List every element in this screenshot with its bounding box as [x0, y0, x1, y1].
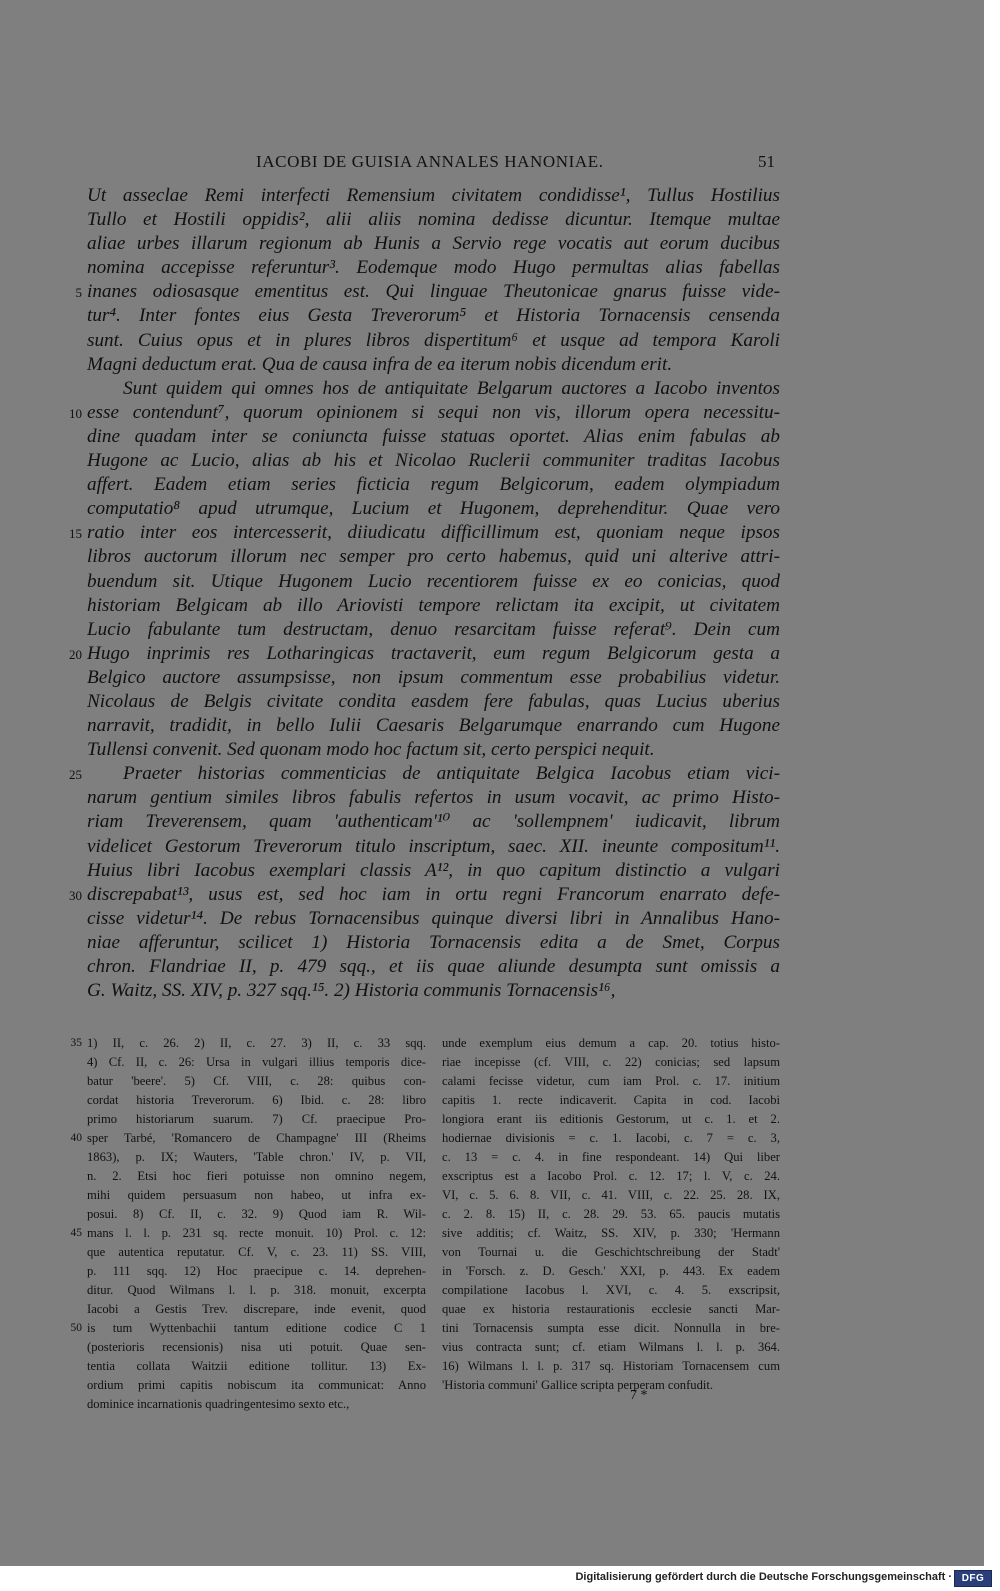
line-number: 20: [69, 646, 82, 662]
text-line: G. Waitz, SS. XIV, p. 327 sqq.¹⁵. 2) Historia communis Tornacensis¹⁶,: [87, 980, 616, 1002]
footnote-line: unde exemplum eius demum a cap. 20. totius histo-: [442, 1036, 780, 1050]
text-line: narum gentium similes libros fabulis refertos in usum vocavit, ac primo Histo-: [87, 787, 780, 809]
text-line: historiam Belgicam ab illo Ariovisti tempore relictam ita excipit, ut civitatem: [87, 594, 780, 616]
signature-mark: 7 *: [630, 1388, 648, 1403]
line-number: 25: [69, 767, 82, 783]
text-line: Ut asseclae Remi interfecti Remensium civitatem condidisse¹, Tullus Hostilius: [87, 185, 780, 206]
text-line: Hugo inprimis res Lotharingicas tractaverit, eum regum Belgicorum gesta a: [87, 642, 780, 664]
line-number: 30: [69, 887, 82, 903]
footnote-line: batur 'beere'. 5) Cf. VIII, c. 28: quibus con-: [87, 1074, 426, 1088]
footnote-line: sive additis; cf. Waitz, SS. XIV, p. 330; 'Hermann: [442, 1226, 780, 1240]
text-line: aliae urbes illarum regionum ab Hunis a Servio rege vocatis aut eorum ducibus: [87, 233, 780, 255]
text-line: Praeter historias commenticias de antiquitate Belgica Iacobus etiam vici-: [123, 763, 780, 785]
line-number: 5: [75, 285, 82, 301]
footer-bar: [0, 1566, 1000, 1591]
text-line: tur⁴. Inter fontes eius Gesta Treverorum⁵ et Historia Tornacensis censenda: [87, 305, 780, 327]
footnote-line: riae incepisse (cf. VIII, c. 22) conicias; sed lapsum: [442, 1055, 780, 1069]
footnote-line: mans l. l. p. 231 sq. recte monuit. 10) Prol. c. 12:: [87, 1226, 426, 1240]
text-line: narravit, tradidit, in bello Iulii Caesaris Belgarumque enarrando cum Hugone: [87, 715, 780, 737]
text-line: Tullo et Hostili oppidis², alii aliis nomina dedisse dicuntur. Itemque multae: [87, 209, 780, 231]
line-number: 45: [70, 1227, 82, 1239]
footnote-line: is tum Wyttenbachii tantum editione codice C 1: [87, 1321, 426, 1335]
text-line: Magni deductum erat. Qua de causa infra de ea iterum nobis dicendum erit.: [87, 353, 673, 375]
footnote-line: que autentica reputatur. Cf. V, c. 23. 11) SS. VIII,: [87, 1245, 426, 1259]
footnote-line: tentia collata Waitzii editione tollitur. 13) Ex-: [87, 1359, 426, 1373]
text-line: inanes odiosasque ementitus est. Qui linguae Theutonicae gnarus fuisse vide-: [87, 281, 780, 303]
footnote-line: exscriptus est a Iacobo Prol. c. 12. 17; l. V, c. 24.: [442, 1169, 780, 1183]
text-line: esse contendunt⁷, quorum opinionem si sequi non vis, illorum opera necessitu-: [87, 401, 780, 423]
footnote-line: p. 111 sqq. 12) Hoc praecipue c. 14. deprehen-: [87, 1264, 426, 1278]
text-line: Hugone ac Lucio, alias ab his et Nicolao Ruclerii communiter traditas Iacobus: [87, 450, 780, 472]
text-line: libros auctorum illorum nec semper pro certo habemus, quid uni alterive attri-: [87, 546, 780, 568]
text-line: Nicolaus de Belgis civitate condita easdem fere fabulas, quas Lucius uberius: [87, 690, 780, 712]
line-number: 40: [70, 1132, 82, 1144]
footnote-line: vius contracta sunt; cf. etiam Wilmans l. l. p. 364.: [442, 1340, 780, 1354]
text-line: dine quadam inter se coniuncta fuisse statuas oportet. Alias enim fabulas ab: [87, 425, 780, 447]
text-line: Tullensi convenit. Sed quonam modo hoc factum sit, certo perspici nequit.: [87, 739, 655, 761]
footnote-column-right: [442, 1034, 780, 1395]
footnote-line: capitis 1. recte indicaverit. Capita in cod. Iacobi: [442, 1093, 780, 1107]
footnote-line: 'Historia communi' Gallice scripta perperam confudit.: [442, 1378, 714, 1392]
page-header: [0, 152, 984, 178]
footnote-line: 4) Cf. II, c. 26: Ursa in vulgari illius temporis dice-: [87, 1055, 426, 1069]
footnote-line: hodiernae divisionis = c. 1. Iacobi, c. 7 = c. 3,: [442, 1131, 780, 1145]
text-line: Lucio fabulante tum destructam, denuo resarcitam fuisse referat⁹. Dein cum: [87, 618, 780, 640]
text-line: sunt. Cuius opus et in plures libros dispertitum⁶ et usque ad tempora Karoli: [87, 329, 780, 351]
footnote-line: dominice incarnationis quadringentesimo sexto etc.,: [87, 1397, 350, 1411]
text-line: videlicet Gestorum Treverorum titulo inscriptum, saec. XII. ineunte compositum¹¹.: [87, 835, 780, 857]
footnote-line: (posterioris recensionis) nisa uti potuit. Quae sen-: [87, 1340, 426, 1354]
running-head: IACOBI DE GUISIA ANNALES HANONIAE.: [256, 152, 604, 171]
dfg-logo-icon: DFG: [954, 1570, 992, 1587]
footnote-line: calami fecisse videtur, cum iam Prol. c. 17. initium: [442, 1074, 780, 1088]
footnote-line: Iacobi a Gestis Trev. discrepare, inde evenit, quod: [87, 1302, 426, 1316]
footnote-line: tini Tornacensis sumpta esse dicit. Nonnulla in bre-: [442, 1321, 780, 1335]
footnote-line: compilatione Iacobus l. XVI, c. 4. 5. exscripsit,: [442, 1283, 780, 1297]
footnote-line: primo historiarum suarum. 7) Cf. praecipue Pro-: [87, 1112, 426, 1126]
footnote-line: in 'Forsch. z. D. Gesch.' XXI, p. 443. Ex eadem: [442, 1264, 780, 1278]
footnote-line: ordium primi capitis nobiscum ita communicat: Anno: [87, 1378, 426, 1392]
footnote-line: cordat historia Treverorum. 6) Ibid. c. 28: libro: [87, 1093, 426, 1107]
text-line: Belgico auctore assumpsisse, non ipsum commentum esse probabilius videtur.: [87, 666, 780, 688]
footnote-line: c. 13 = c. 4. in fine respondeant. 14) Qui liber: [442, 1150, 780, 1164]
text-line: Sunt quidem qui omnes hos de antiquitate Belgarum auctores a Iacobo inventos: [123, 377, 780, 399]
funding-credit: Digitalisierung gefördert durch die Deutsche Forschungsgemeinschaft ·: [575, 1571, 952, 1583]
footnote-line: sper Tarbé, 'Romancero de Champagne' III (Rheims: [87, 1131, 426, 1145]
text-line: Huius libri Iacobus exemplari classis A¹², in quo capitum distinctio a vulgari: [87, 859, 780, 881]
text-line: niae afferuntur, scilicet 1) Historia Tornacensis edita a de Smet, Corpus: [87, 931, 780, 953]
footnote-line: longiora erant iis editionis Gestorum, ut c. 1. et 2.: [442, 1112, 780, 1126]
footnote-line: quae ex historia restaurationis ecclesie sancti Mar-: [442, 1302, 780, 1316]
footnote-line: ditur. Quod Wilmans l. l. p. 318. monuit, excerpta: [87, 1283, 426, 1297]
footnote-line: von Tournai u. die Geschichtschreibung der Stadt': [442, 1245, 780, 1259]
text-line: computatio⁸ apud utrumque, Lucium et Hugonem, deprehenditur. Quae vero: [87, 498, 780, 520]
line-number: 50: [70, 1322, 82, 1334]
text-line: buendum sit. Utique Hugonem Lucio recentiorem fuisse ex eo conicias, quod: [87, 570, 780, 592]
text-line: ratio inter eos intercesserit, diiudicatu difficillimum est, quoniam neque ipsos: [87, 522, 780, 544]
text-line: affert. Eadem etiam series ficticia regum Belgicorum, eadem olympiadum: [87, 474, 780, 496]
page-number: 51: [758, 152, 775, 171]
footnote-line: c. 2. 8. 15) II, c. 28. 29. 53. 65. paucis mutatis: [442, 1207, 780, 1221]
text-line: chron. Flandriae II, p. 479 sqq., et iis quae aliunde desumpta sunt omissis a: [87, 956, 780, 977]
text-line: riam Treverensem, quam 'authenticam'¹⁰ ac 'sollempnem' iudicavit, librum: [87, 811, 780, 833]
line-number: 35: [70, 1037, 82, 1049]
footnote-line: posui. 8) Cf. II, c. 32. 9) Quod iam R. Wil-: [87, 1207, 426, 1221]
text-line: nomina accepisse referuntur³. Eodemque modo Hugo permultas alias fabellas: [87, 257, 780, 279]
footnote-line: 1) II, c. 26. 2) II, c. 27. 3) II, c. 33 sqq.: [87, 1036, 426, 1050]
footnote-line: mihi quidem persuasum non habeo, ut infra ex-: [87, 1188, 426, 1202]
line-number: 15: [69, 526, 82, 542]
main-text: [87, 184, 780, 1003]
footnote-line: n. 2. Etsi hoc fieri potuisse non omnino negem,: [87, 1169, 426, 1183]
footnote-line: VI, c. 5. 6. 8. VII, c. 41. VIII, c. 22. 25. 28. IX,: [442, 1188, 780, 1202]
footnote-column-left: [87, 1034, 426, 1414]
text-line: discrepabat¹³, usus est, sed hoc iam in ortu regni Francorum enarrato defe-: [87, 883, 780, 905]
line-number: 10: [69, 405, 82, 421]
footnote-line: 1863), p. IX; Wauters, 'Table chron.' IV, p. VII,: [87, 1150, 426, 1164]
text-line: cisse videtur¹⁴. De rebus Tornacensibus quinque diversi libri in Annalibus Hano-: [87, 907, 780, 929]
footnote-line: 16) Wilmans l. l. p. 317 sq. Historiam Tornacensem cum: [442, 1359, 780, 1373]
